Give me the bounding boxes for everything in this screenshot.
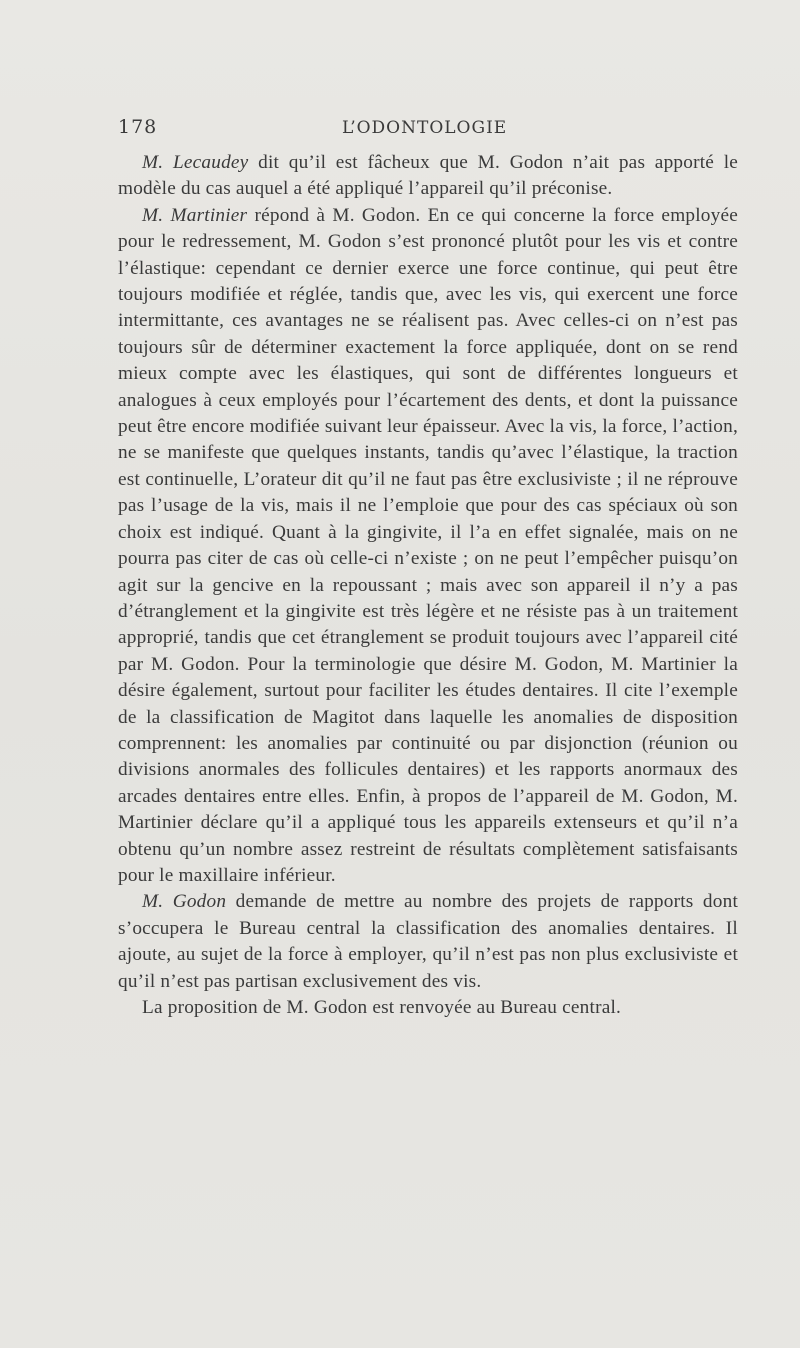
speaker-name: M. Lecaudey	[142, 152, 249, 173]
paragraph-text: dit qu’il est fâcheux que M. Godon n’ait pas apporté le modèle du cas auquel a été appliqué l’appareil qu’il préconise.	[118, 152, 739, 200]
paragraph-godon	[118, 889, 738, 995]
page-header	[118, 116, 688, 142]
paragraph-lecaudey	[118, 150, 738, 203]
speaker-name: M. Godon	[142, 891, 227, 913]
page-number: 178	[118, 116, 158, 138]
running-title: L’ODONTOLOGIE	[342, 118, 508, 138]
paragraph-martinier	[118, 203, 738, 890]
paragraph-conclusion	[118, 995, 738, 1021]
paragraph-text: La proposition de M. Godon est renvoyée au Bureau central.	[142, 997, 622, 1018]
page-body	[118, 150, 738, 1021]
speaker-name: M. Martinier	[142, 204, 248, 226]
paragraph-text: répond à M. Godon. En ce qui concerne la force employée pour le redressement, M. Godon s’est prononcé plutôt pour les vis et contre l’élastique: cependant ce dernier exerce une force continue, qui peut être toujours modifiée et réglée, tandis que, avec les vis, qui exercent une force intermittante, ces avantages ne se réalisent pas. Avec celles-ci on n’est pas toujours sûr de déterminer exactement la force appliquée, dont on se rend mieux compte avec les élastiques, qui sont de différentes longueurs et analogues à ceux employés pour l’écartement des dents, et dont la puissance peut être encore modifiée suivant leur épaisseur. Avec la vis, la force, l’action, ne se manifeste que quelques instants, tandis qu’avec l’élastique, la traction est continuelle, L’orateur dit qu’il ne faut pas être exclusiviste ; il ne réprouve pas l’usage de la vis, mais il ne l’emploie que pour des cas spéciaux où son choix est indiqué. Quant à la gingivite, il l’a en effet signalée, mais on ne pourra pas citer de cas où celle-ci n’existe ; on ne peut l’empêcher puisqu’on agit sur la gencive en la repoussant ; mais avec son appareil il n’y a pas d’étranglement et la gingivite est très légère et ne résiste pas à un traitement approprié, tandis que cet étranglement se produit toujours avec l’appareil cité par M. Godon. Pour la terminologie que désire M. Godon, M. Martinier la désire également, surtout pour faciliter les études dentaires. Il cite l’exemple de la classification de Magitot dans laquelle les anomalies de disposition comprennent: les anomalies par continuité ou par disjonction (réunion ou divisions anormales des follicules dentaires) et les rapports anormaux des arcades dentaires entre elles. Enfin, à propos de l’appareil de M. Godon, M. Martinier déclare qu’il a appliqué tous les appareils extenseurs et qu’il n’a obtenu qu’un nombre assez restreint de résultats complètement satisfaisants pour le maxillaire inférieur.	[118, 204, 738, 886]
paragraph-text: demande de mettre au nombre des projets de rapports dont s’occupera le Bureau central la classification des anomalies dentaires. Il ajoute, au sujet de la force à employer, qu’il n’est pas non plus exclusiviste et qu’il n’est pas partisan exclusivement des vis.	[118, 891, 739, 992]
